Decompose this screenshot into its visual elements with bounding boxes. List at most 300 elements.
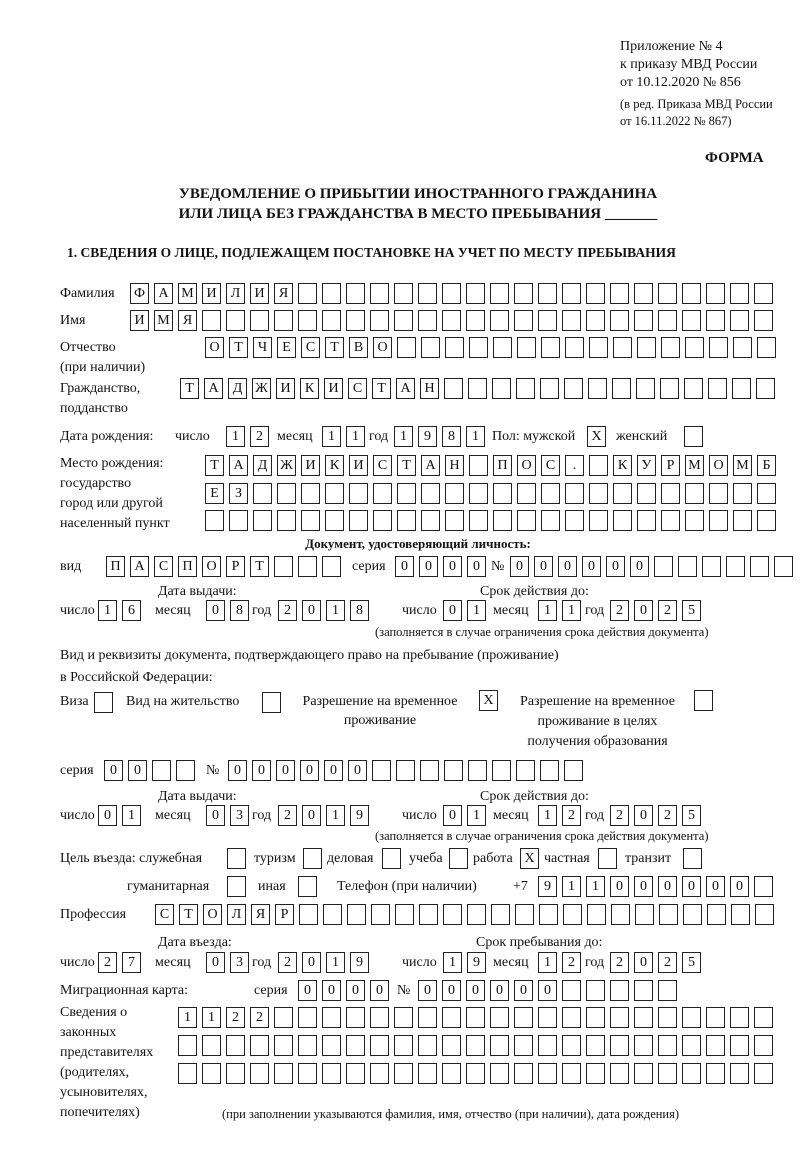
char-cell[interactable] [732, 378, 751, 399]
char-cell[interactable] [516, 378, 535, 399]
char-cell[interactable] [613, 510, 632, 531]
char-cell[interactable] [635, 904, 654, 925]
char-cell[interactable]: 0 [634, 600, 653, 621]
char-cell[interactable] [299, 904, 318, 925]
char-cell[interactable] [418, 1007, 437, 1028]
char-cell[interactable] [394, 283, 413, 304]
char-cell[interactable] [613, 483, 632, 504]
char-cell[interactable] [419, 904, 438, 925]
char-cell[interactable] [303, 848, 322, 869]
char-cell[interactable] [298, 283, 317, 304]
char-cell[interactable]: 2 [610, 952, 629, 973]
char-cell[interactable] [684, 378, 703, 399]
char-cell[interactable] [323, 904, 342, 925]
char-cell[interactable] [202, 1063, 221, 1084]
char-cell[interactable] [325, 483, 344, 504]
char-cell[interactable]: 0 [104, 760, 123, 781]
char-cell[interactable] [397, 337, 416, 358]
char-cell[interactable]: 9 [350, 805, 369, 826]
char-cell[interactable] [322, 1007, 341, 1028]
char-cell[interactable]: К [613, 455, 632, 476]
migration-series-field[interactable] [298, 980, 394, 1002]
char-cell[interactable]: П [106, 556, 125, 577]
char-cell[interactable] [586, 1063, 605, 1084]
char-cell[interactable]: И [276, 378, 295, 399]
char-cell[interactable]: Т [372, 378, 391, 399]
purpose-business-checkbox[interactable] [382, 848, 406, 870]
char-cell[interactable] [562, 1035, 581, 1056]
purpose-tourism-checkbox[interactable] [303, 848, 327, 870]
char-cell[interactable]: 1 [326, 952, 345, 973]
char-cell[interactable]: 0 [98, 805, 117, 826]
char-cell[interactable]: 9 [538, 876, 557, 897]
entry-month-field[interactable] [206, 952, 254, 974]
char-cell[interactable] [394, 1007, 413, 1028]
char-cell[interactable]: 0 [630, 556, 649, 577]
char-cell[interactable]: 0 [302, 805, 321, 826]
char-cell[interactable]: И [324, 378, 343, 399]
char-cell[interactable] [756, 378, 775, 399]
char-cell[interactable] [562, 310, 581, 331]
char-cell[interactable]: 0 [206, 952, 225, 973]
char-cell[interactable] [176, 760, 195, 781]
char-cell[interactable] [469, 483, 488, 504]
char-cell[interactable] [395, 904, 414, 925]
char-cell[interactable]: 1 [98, 600, 117, 621]
char-cell[interactable]: 0 [276, 760, 295, 781]
char-cell[interactable] [589, 337, 608, 358]
char-cell[interactable] [277, 483, 296, 504]
char-cell[interactable] [301, 510, 320, 531]
char-cell[interactable] [444, 760, 463, 781]
char-cell[interactable] [515, 904, 534, 925]
char-cell[interactable]: 1 [202, 1007, 221, 1028]
char-cell[interactable] [250, 1063, 269, 1084]
char-cell[interactable]: И [130, 310, 149, 331]
char-cell[interactable] [397, 510, 416, 531]
char-cell[interactable] [562, 980, 581, 1001]
char-cell[interactable] [564, 760, 583, 781]
char-cell[interactable] [538, 1035, 557, 1056]
char-cell[interactable]: 0 [252, 760, 271, 781]
char-cell[interactable]: 1 [538, 600, 557, 621]
char-cell[interactable] [262, 692, 281, 713]
char-cell[interactable] [226, 1063, 245, 1084]
char-cell[interactable] [514, 283, 533, 304]
char-cell[interactable] [274, 556, 293, 577]
stay-issue-day-field[interactable] [98, 805, 146, 827]
char-cell[interactable]: Д [228, 378, 247, 399]
char-cell[interactable]: 2 [658, 952, 677, 973]
char-cell[interactable]: Я [274, 283, 293, 304]
char-cell[interactable]: 0 [206, 805, 225, 826]
char-cell[interactable] [610, 310, 629, 331]
char-cell[interactable]: М [154, 310, 173, 331]
char-cell[interactable] [490, 1063, 509, 1084]
char-cell[interactable] [346, 310, 365, 331]
entry-day-field[interactable] [98, 952, 146, 974]
char-cell[interactable]: 0 [610, 876, 629, 897]
char-cell[interactable]: 5 [682, 600, 701, 621]
char-cell[interactable] [706, 1063, 725, 1084]
char-cell[interactable] [612, 378, 631, 399]
char-cell[interactable]: 3 [230, 805, 249, 826]
char-cell[interactable] [469, 510, 488, 531]
char-cell[interactable] [682, 1035, 701, 1056]
char-cell[interactable]: Л [226, 283, 245, 304]
char-cell[interactable] [709, 483, 728, 504]
char-cell[interactable] [658, 1063, 677, 1084]
char-cell[interactable]: Л [227, 904, 246, 925]
char-cell[interactable]: П [178, 556, 197, 577]
char-cell[interactable]: 9 [418, 426, 437, 447]
char-cell[interactable]: А [396, 378, 415, 399]
char-cell[interactable] [418, 1063, 437, 1084]
char-cell[interactable]: 0 [730, 876, 749, 897]
char-cell[interactable] [298, 1063, 317, 1084]
char-cell[interactable]: 0 [228, 760, 247, 781]
char-cell[interactable]: В [349, 337, 368, 358]
representatives-row-2[interactable] [178, 1035, 778, 1057]
char-cell[interactable] [658, 1007, 677, 1028]
char-cell[interactable] [658, 1035, 677, 1056]
char-cell[interactable] [370, 1035, 389, 1056]
char-cell[interactable]: 0 [395, 556, 414, 577]
char-cell[interactable] [634, 1007, 653, 1028]
char-cell[interactable]: 0 [298, 980, 317, 1001]
char-cell[interactable]: 1 [562, 876, 581, 897]
char-cell[interactable] [730, 310, 749, 331]
char-cell[interactable] [394, 310, 413, 331]
char-cell[interactable] [396, 760, 415, 781]
char-cell[interactable]: Т [229, 337, 248, 358]
purpose-study-checkbox[interactable] [449, 848, 473, 870]
char-cell[interactable]: 8 [350, 600, 369, 621]
char-cell[interactable] [731, 904, 750, 925]
char-cell[interactable] [322, 1035, 341, 1056]
char-cell[interactable]: 1 [466, 426, 485, 447]
birthplace-row-3[interactable] [205, 510, 781, 532]
char-cell[interactable]: 0 [634, 805, 653, 826]
char-cell[interactable] [730, 1007, 749, 1028]
id-number-field[interactable] [510, 556, 798, 578]
char-cell[interactable] [610, 980, 629, 1001]
char-cell[interactable] [346, 1035, 365, 1056]
id-valid-year-field[interactable] [610, 600, 706, 622]
char-cell[interactable] [658, 310, 677, 331]
char-cell[interactable] [298, 310, 317, 331]
char-cell[interactable] [730, 1063, 749, 1084]
char-cell[interactable]: С [155, 904, 174, 925]
surname-field[interactable] [130, 283, 778, 305]
char-cell[interactable]: З [229, 483, 248, 504]
stay-valid-day-field[interactable] [443, 805, 491, 827]
char-cell[interactable] [586, 1035, 605, 1056]
char-cell[interactable] [733, 510, 752, 531]
char-cell[interactable] [586, 1007, 605, 1028]
char-cell[interactable]: 0 [370, 980, 389, 1001]
char-cell[interactable] [468, 760, 487, 781]
char-cell[interactable] [589, 455, 608, 476]
char-cell[interactable]: 1 [322, 426, 341, 447]
char-cell[interactable] [538, 1063, 557, 1084]
char-cell[interactable] [442, 310, 461, 331]
char-cell[interactable] [634, 283, 653, 304]
char-cell[interactable] [346, 1063, 365, 1084]
char-cell[interactable] [227, 848, 246, 869]
char-cell[interactable] [757, 337, 776, 358]
char-cell[interactable] [370, 283, 389, 304]
char-cell[interactable] [702, 556, 721, 577]
char-cell[interactable]: 1 [326, 600, 345, 621]
char-cell[interactable] [466, 1035, 485, 1056]
id-issue-month-field[interactable] [206, 600, 254, 622]
char-cell[interactable] [709, 337, 728, 358]
char-cell[interactable] [274, 1007, 293, 1028]
stay-series-field[interactable] [104, 760, 200, 782]
char-cell[interactable] [613, 337, 632, 358]
char-cell[interactable]: 0 [558, 556, 577, 577]
char-cell[interactable] [322, 1063, 341, 1084]
char-cell[interactable]: 0 [490, 980, 509, 1001]
char-cell[interactable] [226, 1035, 245, 1056]
char-cell[interactable]: Е [205, 483, 224, 504]
char-cell[interactable] [466, 1063, 485, 1084]
char-cell[interactable]: Т [397, 455, 416, 476]
char-cell[interactable] [683, 904, 702, 925]
char-cell[interactable]: 2 [562, 805, 581, 826]
char-cell[interactable]: Т [325, 337, 344, 358]
stay-valid-month-field[interactable] [538, 805, 586, 827]
char-cell[interactable] [322, 310, 341, 331]
id-series-field[interactable] [395, 556, 491, 578]
char-cell[interactable] [466, 283, 485, 304]
char-cell[interactable] [250, 1035, 269, 1056]
char-cell[interactable] [325, 510, 344, 531]
char-cell[interactable]: 7 [122, 952, 141, 973]
char-cell[interactable]: 0 [534, 556, 553, 577]
char-cell[interactable] [538, 310, 557, 331]
char-cell[interactable]: 0 [538, 980, 557, 1001]
char-cell[interactable] [394, 1063, 413, 1084]
char-cell[interactable] [277, 510, 296, 531]
char-cell[interactable]: 0 [443, 556, 462, 577]
char-cell[interactable]: 1 [226, 426, 245, 447]
char-cell[interactable]: И [250, 283, 269, 304]
char-cell[interactable]: 9 [467, 952, 486, 973]
char-cell[interactable] [682, 1063, 701, 1084]
char-cell[interactable]: 0 [443, 805, 462, 826]
visa-checkbox[interactable] [94, 692, 118, 714]
char-cell[interactable] [685, 483, 704, 504]
char-cell[interactable] [683, 848, 702, 869]
char-cell[interactable] [373, 483, 392, 504]
char-cell[interactable]: Ж [252, 378, 271, 399]
char-cell[interactable] [322, 283, 341, 304]
char-cell[interactable]: 1 [394, 426, 413, 447]
patronymic-field[interactable] [205, 337, 781, 359]
birthplace-row-1[interactable] [205, 455, 781, 477]
char-cell[interactable]: 1 [346, 426, 365, 447]
char-cell[interactable]: Б [757, 455, 776, 476]
char-cell[interactable] [754, 1063, 773, 1084]
char-cell[interactable]: Я [251, 904, 270, 925]
char-cell[interactable] [346, 283, 365, 304]
char-cell[interactable] [774, 556, 793, 577]
char-cell[interactable] [707, 904, 726, 925]
char-cell[interactable] [658, 980, 677, 1001]
char-cell[interactable]: 0 [682, 876, 701, 897]
char-cell[interactable]: 2 [250, 1007, 269, 1028]
char-cell[interactable]: 0 [514, 980, 533, 1001]
purpose-private-checkbox[interactable] [598, 848, 622, 870]
char-cell[interactable]: С [373, 455, 392, 476]
stay-issue-year-field[interactable] [278, 805, 374, 827]
char-cell[interactable] [659, 904, 678, 925]
char-cell[interactable] [373, 510, 392, 531]
char-cell[interactable] [491, 904, 510, 925]
char-cell[interactable] [382, 848, 401, 869]
char-cell[interactable] [274, 1035, 293, 1056]
stay-issue-month-field[interactable] [206, 805, 254, 827]
char-cell[interactable] [94, 692, 113, 713]
char-cell[interactable] [418, 310, 437, 331]
char-cell[interactable]: 0 [634, 876, 653, 897]
sex-male-checkbox[interactable] [587, 426, 611, 448]
char-cell[interactable] [493, 337, 512, 358]
char-cell[interactable] [514, 1063, 533, 1084]
char-cell[interactable] [370, 1063, 389, 1084]
char-cell[interactable]: О [205, 337, 224, 358]
char-cell[interactable]: 0 [467, 556, 486, 577]
char-cell[interactable] [492, 760, 511, 781]
char-cell[interactable] [610, 283, 629, 304]
char-cell[interactable]: 2 [610, 600, 629, 621]
char-cell[interactable] [445, 483, 464, 504]
char-cell[interactable] [757, 510, 776, 531]
char-cell[interactable] [274, 310, 293, 331]
char-cell[interactable] [253, 483, 272, 504]
char-cell[interactable]: Т [180, 378, 199, 399]
char-cell[interactable] [397, 483, 416, 504]
char-cell[interactable] [682, 283, 701, 304]
char-cell[interactable] [586, 980, 605, 1001]
char-cell[interactable] [469, 455, 488, 476]
char-cell[interactable] [754, 283, 773, 304]
char-cell[interactable]: И [301, 455, 320, 476]
char-cell[interactable]: 0 [443, 600, 462, 621]
char-cell[interactable]: 1 [538, 952, 557, 973]
char-cell[interactable]: 1 [443, 952, 462, 973]
char-cell[interactable]: 0 [510, 556, 529, 577]
char-cell[interactable] [178, 1035, 197, 1056]
char-cell[interactable]: 2 [278, 805, 297, 826]
char-cell[interactable] [490, 283, 509, 304]
char-cell[interactable] [466, 310, 485, 331]
char-cell[interactable]: 8 [230, 600, 249, 621]
char-cell[interactable] [298, 1035, 317, 1056]
char-cell[interactable] [301, 483, 320, 504]
char-cell[interactable]: П [493, 455, 512, 476]
char-cell[interactable]: С [348, 378, 367, 399]
char-cell[interactable]: 0 [658, 876, 677, 897]
char-cell[interactable]: 1 [538, 805, 557, 826]
purpose-service-checkbox[interactable] [227, 848, 251, 870]
char-cell[interactable] [634, 310, 653, 331]
char-cell[interactable] [541, 337, 560, 358]
char-cell[interactable]: Ф [130, 283, 149, 304]
char-cell[interactable] [708, 378, 727, 399]
char-cell[interactable] [421, 337, 440, 358]
char-cell[interactable] [634, 1035, 653, 1056]
id-valid-month-field[interactable] [538, 600, 586, 622]
char-cell[interactable] [706, 1007, 725, 1028]
char-cell[interactable]: 0 [606, 556, 625, 577]
char-cell[interactable] [730, 1035, 749, 1056]
char-cell[interactable] [637, 337, 656, 358]
char-cell[interactable] [538, 283, 557, 304]
char-cell[interactable] [442, 1007, 461, 1028]
char-cell[interactable] [562, 283, 581, 304]
birthplace-row-2[interactable] [205, 483, 781, 505]
char-cell[interactable] [298, 1007, 317, 1028]
char-cell[interactable]: 0 [302, 600, 321, 621]
char-cell[interactable] [563, 904, 582, 925]
char-cell[interactable] [660, 378, 679, 399]
char-cell[interactable] [754, 876, 773, 897]
char-cell[interactable] [469, 337, 488, 358]
char-cell[interactable] [514, 310, 533, 331]
char-cell[interactable] [449, 848, 468, 869]
sex-female-checkbox[interactable] [684, 426, 708, 448]
char-cell[interactable] [442, 283, 461, 304]
char-cell[interactable]: 0 [442, 980, 461, 1001]
char-cell[interactable] [634, 1063, 653, 1084]
char-cell[interactable] [684, 426, 703, 447]
temp-residence-checkbox[interactable] [479, 690, 503, 712]
char-cell[interactable] [588, 378, 607, 399]
citizenship-field[interactable] [180, 378, 780, 400]
char-cell[interactable]: 1 [467, 600, 486, 621]
char-cell[interactable] [634, 980, 653, 1001]
char-cell[interactable] [637, 483, 656, 504]
edu-residence-checkbox[interactable] [694, 690, 718, 712]
char-cell[interactable] [152, 760, 171, 781]
representatives-row-3[interactable] [178, 1063, 778, 1085]
char-cell[interactable]: X [520, 848, 539, 869]
char-cell[interactable] [565, 483, 584, 504]
char-cell[interactable]: 0 [324, 760, 343, 781]
char-cell[interactable] [539, 904, 558, 925]
birth-year-field[interactable] [394, 426, 490, 448]
stay-year-field[interactable] [610, 952, 706, 974]
purpose-humanitarian-checkbox[interactable] [227, 876, 251, 898]
char-cell[interactable]: Т [179, 904, 198, 925]
char-cell[interactable] [540, 760, 559, 781]
char-cell[interactable]: 0 [582, 556, 601, 577]
char-cell[interactable]: 1 [178, 1007, 197, 1028]
char-cell[interactable] [514, 1007, 533, 1028]
char-cell[interactable] [611, 904, 630, 925]
stay-number-field[interactable] [228, 760, 588, 782]
char-cell[interactable] [421, 483, 440, 504]
char-cell[interactable] [564, 378, 583, 399]
char-cell[interactable] [493, 483, 512, 504]
char-cell[interactable] [610, 1063, 629, 1084]
name-field[interactable] [130, 310, 778, 332]
char-cell[interactable]: 0 [206, 600, 225, 621]
char-cell[interactable]: X [479, 690, 498, 711]
